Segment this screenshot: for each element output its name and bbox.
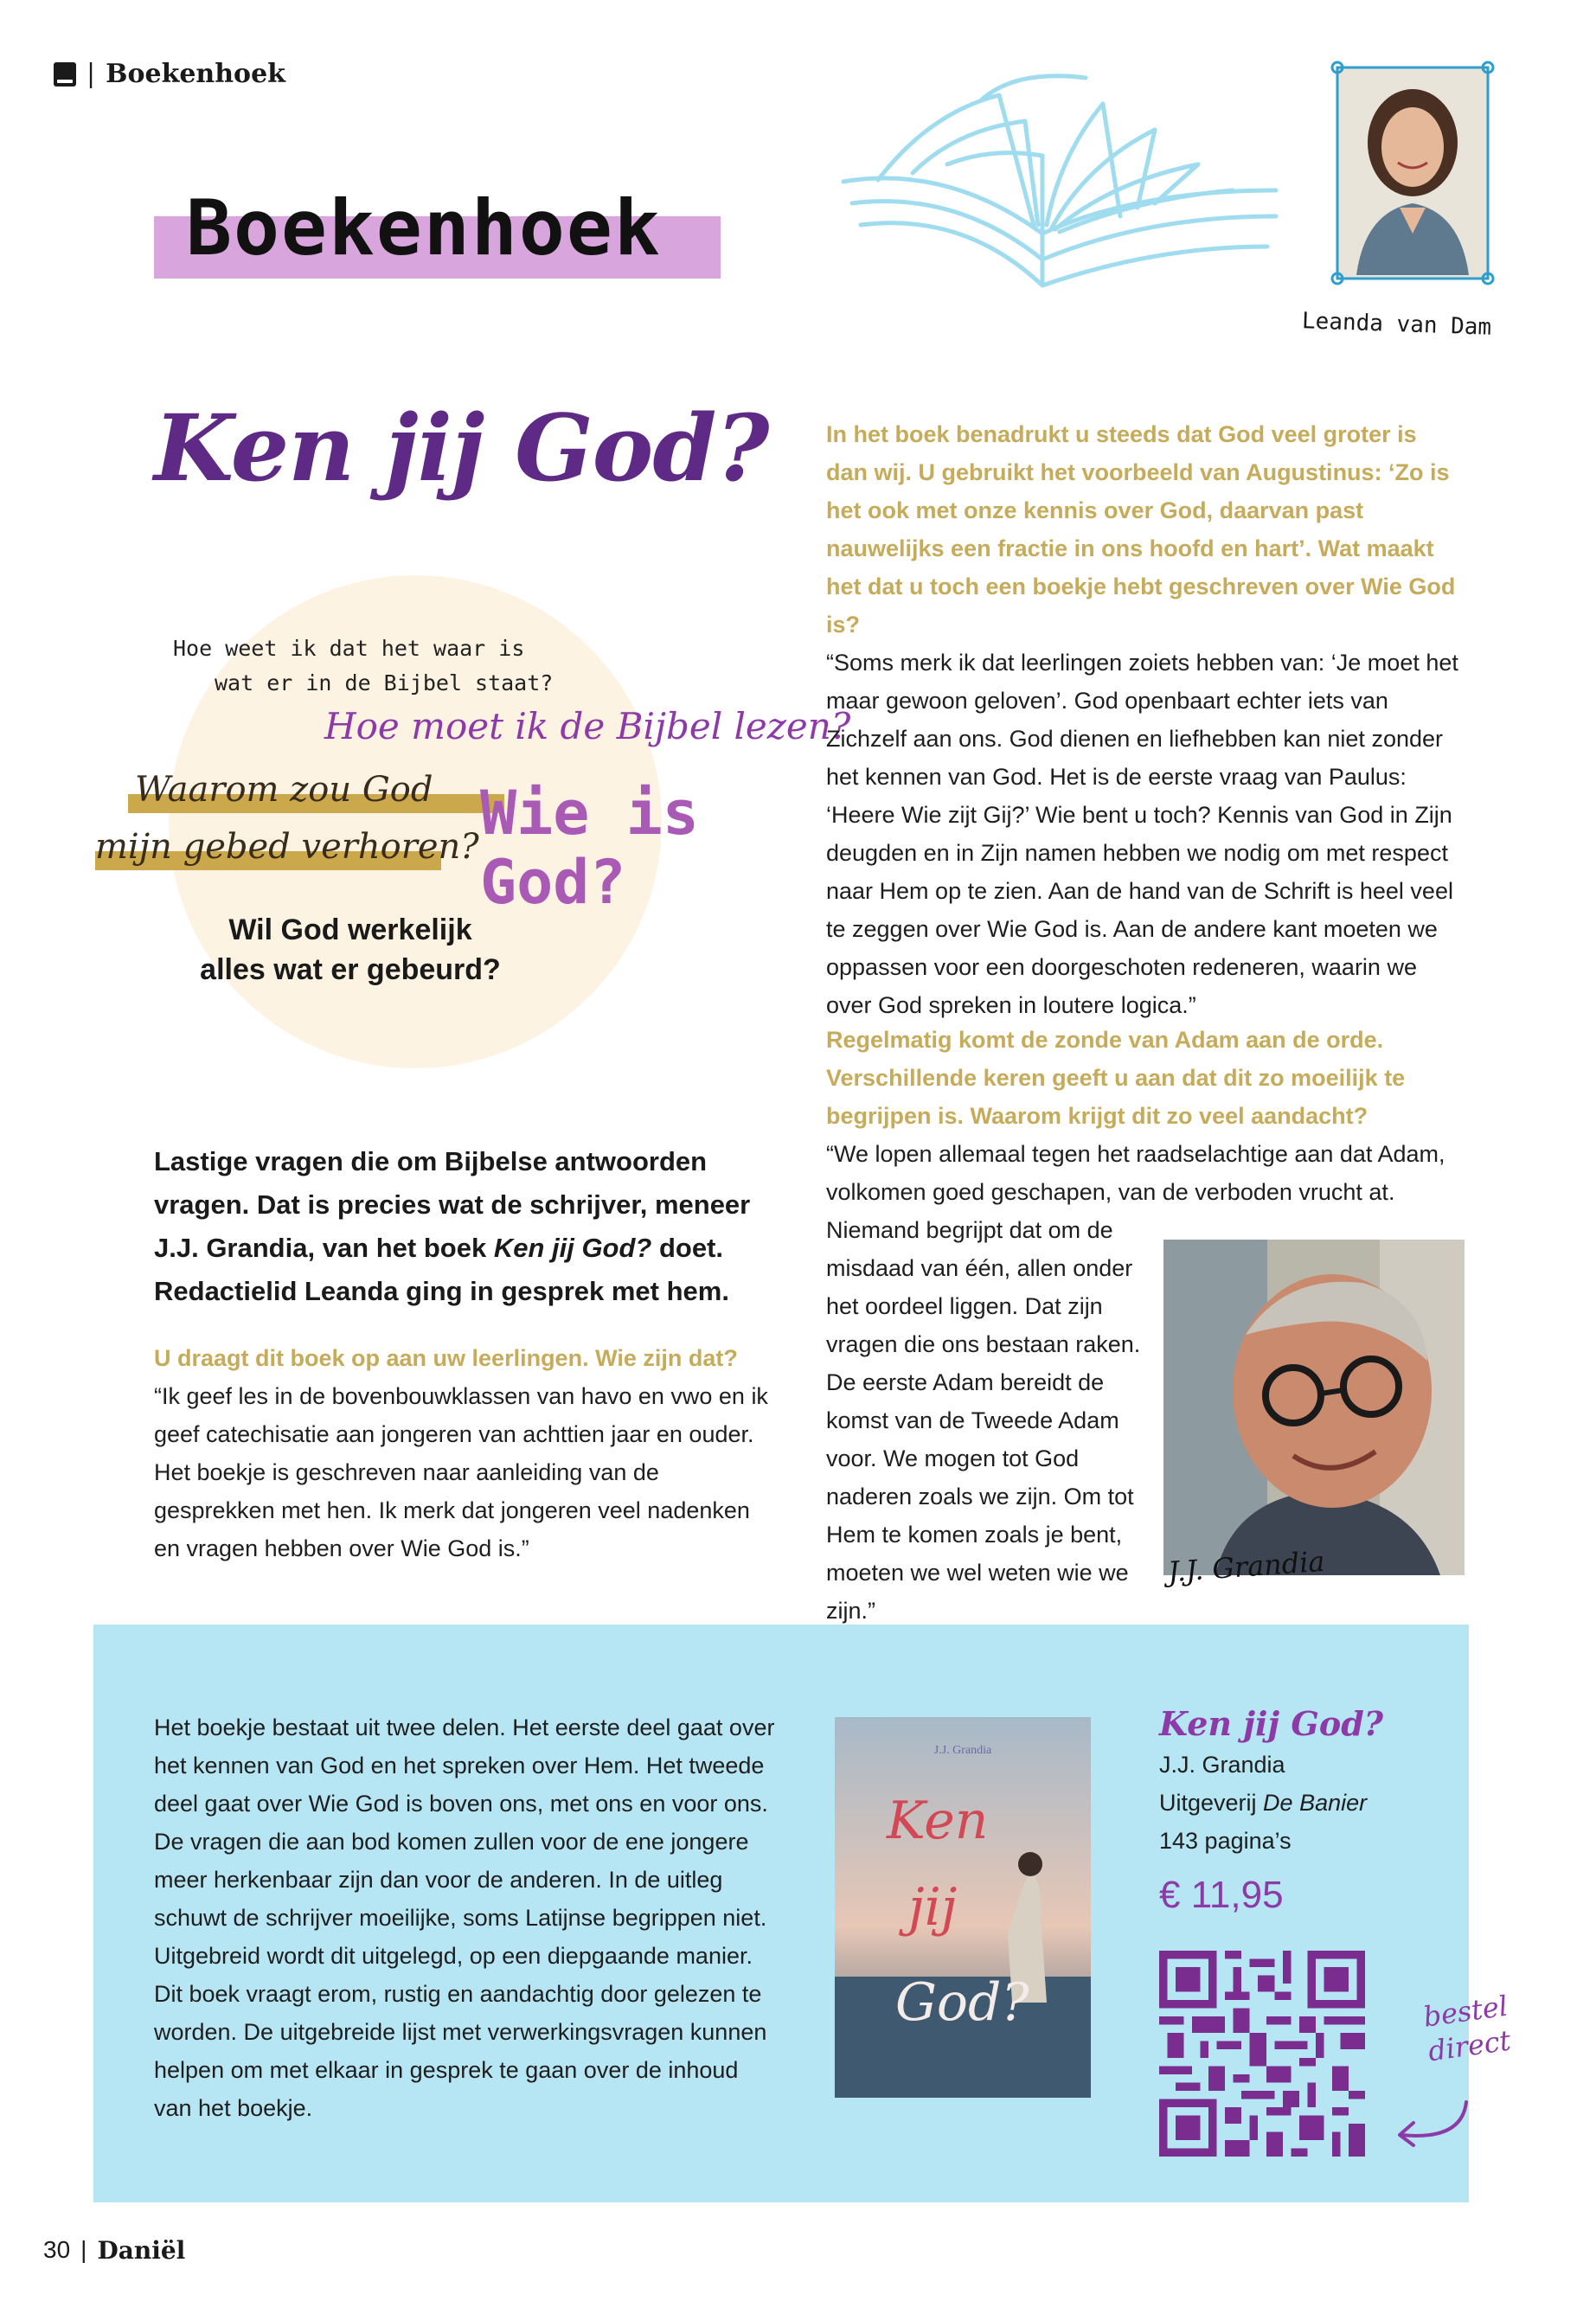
question-god-wills-line1: Wil God werkelijk <box>228 913 472 946</box>
page-title: Boekenhoek <box>186 183 662 272</box>
section-tag <box>54 59 285 89</box>
question-read-bible: Hoe moet ik de Bijbel lezen? <box>324 705 851 747</box>
portrait-caption: Leanda van Dam <box>1301 308 1492 341</box>
question-prayer-line1: Waarom zou God <box>135 770 433 810</box>
book-price: € 11,95 <box>1159 1874 1284 1916</box>
order-line1: bestel <box>1421 1989 1510 2034</box>
footer-separator: | <box>80 2236 87 2263</box>
question-who-is-god <box>480 779 699 917</box>
cover-word-ken: Ken <box>887 1791 989 1851</box>
interview-answer-continued: Niemand begrijpt dat om de misdaad van één, allen onder het oordeel liggen. Dat zijn vragen die ons bestaan raken. De eerste Adam bereidt de komst van de Tweede Adam voor. We mogen tot God naderen zoals we zijn. Om tot Hem te komen zoals je bent, moeten we wel weten wie we zijn.” <box>826 1217 1141 1624</box>
question-truth-line2: wat er in de Bijbel staat? <box>215 670 554 695</box>
interview-question: U draagt dit boek op aan uw leerlingen. Wie zijn dat? <box>154 1345 738 1371</box>
book-title: Ken jij God? <box>1159 1704 1384 1743</box>
interview-block-2 <box>826 415 1462 1024</box>
intro-paragraph <box>154 1140 785 1313</box>
order-direct-note <box>1421 1989 1515 2069</box>
question-prayer-line2: mijn gebed verhoren? <box>95 827 479 867</box>
open-book-illustration <box>826 61 1293 311</box>
publisher-name: De Banier <box>1263 1790 1368 1816</box>
publisher-prefix: Uitgeverij <box>1159 1790 1264 1816</box>
question-truth-line1: Hoe weet ik dat het waar is <box>173 636 525 661</box>
cover-author: J.J. Grandia <box>933 1744 992 1757</box>
section-label: Boekenhoek <box>106 59 285 89</box>
leanda-portrait <box>1330 61 1495 285</box>
grandia-caption: J.J. Grandia <box>1166 1544 1326 1589</box>
magazine-name: Daniël <box>97 2236 186 2265</box>
page-number: 30 <box>43 2236 71 2263</box>
grandia-photo <box>1163 1240 1465 1575</box>
interview-block-3 <box>826 1021 1462 1211</box>
order-qr-code[interactable] <box>1159 1951 1365 2157</box>
book-icon <box>54 62 76 87</box>
question-god-wills-line2: alles wat er gebeurd? <box>200 953 501 986</box>
question-truth <box>173 631 553 701</box>
interview-block-3-continued <box>826 1211 1151 1630</box>
page-footer <box>43 2236 185 2265</box>
section-separator: | <box>87 59 96 89</box>
headline: Ken jij God? <box>154 394 769 502</box>
intro-book-title: Ken jij God? <box>493 1233 652 1263</box>
order-line2: direct <box>1426 2023 1513 2068</box>
interview-answer: “Soms merk ik dat leerlingen zoiets hebben van: ‘Je moet het maar gewoon geloven’. God openbaart echter iets van Zichzelf aan ons. God dienen en liefhebben kan niet zonder het kennen van God. Het is de eerste vraag van Paulus: ‘Heere Wie zijt Gij?’ Wie bent u toch? Kennis van God in Zijn deugden en in Zijn namen hebben we nodig om met respect naar Hem op te zien. Aan de hand van de Schrift is heel veel te zeggen over Wie God is. Aan de andere kant moeten we oppassen voor een doorgeschoten redeneren, waarin we over God spreken in loutere logica.” <box>826 650 1458 1018</box>
intro-text-part1: Lastige vragen die om Bijbelse antwoorden vragen. Dat is precies wat de schrijver, meneer J.J. Grandia, van het boek <box>154 1146 751 1263</box>
interview-answer: “We lopen allemaal tegen het raadselachtige aan dat Adam, volkomen goed geschapen, van de verboden vrucht at. <box>826 1141 1445 1205</box>
question-god-wills <box>195 910 506 990</box>
book-review-text: Het boekje bestaat uit twee delen. Het eerste deel gaat over het kennen van God en het spreken over Hem. Het tweede deel gaat over Wie God is boven ons, met ons en voor ons. De vragen die aan bod komen zullen voor de ene jongere meer herkenbaar zijn dan voor de anderen. In de uitleg schuwt de schrijver moeilijke, soms Latijnse begrippen niet. Uitgebreid wordt dit uitgelegd, op een diepgaande manier. Dit boek vraagt erom, rustig en aandachtig door gelezen te worden. De uitgebreide lijst met verwerkingsvragen kunnen helpen om met elkaar in gesprek te gaan over de inhoud van het boekje. <box>154 1715 775 2121</box>
book-publisher <box>1159 1784 1383 1822</box>
cover-word-jij: jij <box>908 1877 958 1938</box>
interview-answer: “Ik geef les in de bovenbouwklassen van havo en vwo en ik geef catechisatie aan jongeren van achttien jaar en ouder. Het boekje is geschreven naar aanleiding van de gesprekken met hen. Ik merk dat jongeren veel nadenken en vragen hebben over Wie God is.” <box>154 1383 768 1561</box>
interview-question: Regelmatig komt de zonde van Adam aan de orde. Verschillende keren geeft u aan dat dit zo moeilijk te begrijpen is. Waarom krijgt dit zo veel aandacht? <box>826 1027 1406 1129</box>
book-cover <box>835 1717 1091 2098</box>
question-who-is-god-line1: Wie is <box>480 778 699 849</box>
interview-block-1 <box>154 1339 777 1567</box>
interview-question: In het boek benadrukt u steeds dat God veel groter is dan wij. U gebruikt het voorbeeld van Augustinus: ‘Zo is het ook met onze kennis over God, daarvan past nauwelijks een fractie in ons hoofd en hart’. Wat maakt het dat u toch een boekje hebt geschreven over Wie God is? <box>826 421 1456 638</box>
question-who-is-god-line2: God? <box>480 847 626 918</box>
question-prayer <box>95 761 479 875</box>
book-details <box>1159 1702 1383 1927</box>
cover-word-god: God? <box>895 1972 1029 2033</box>
intro-text-part2: doet. Redactielid Leanda ging in gesprek met hem. <box>154 1233 729 1306</box>
arrow-left-icon <box>1384 2093 1471 2154</box>
book-author: J.J. Grandia <box>1159 1752 1285 1778</box>
book-pages: 143 pagina’s <box>1159 1828 1292 1854</box>
